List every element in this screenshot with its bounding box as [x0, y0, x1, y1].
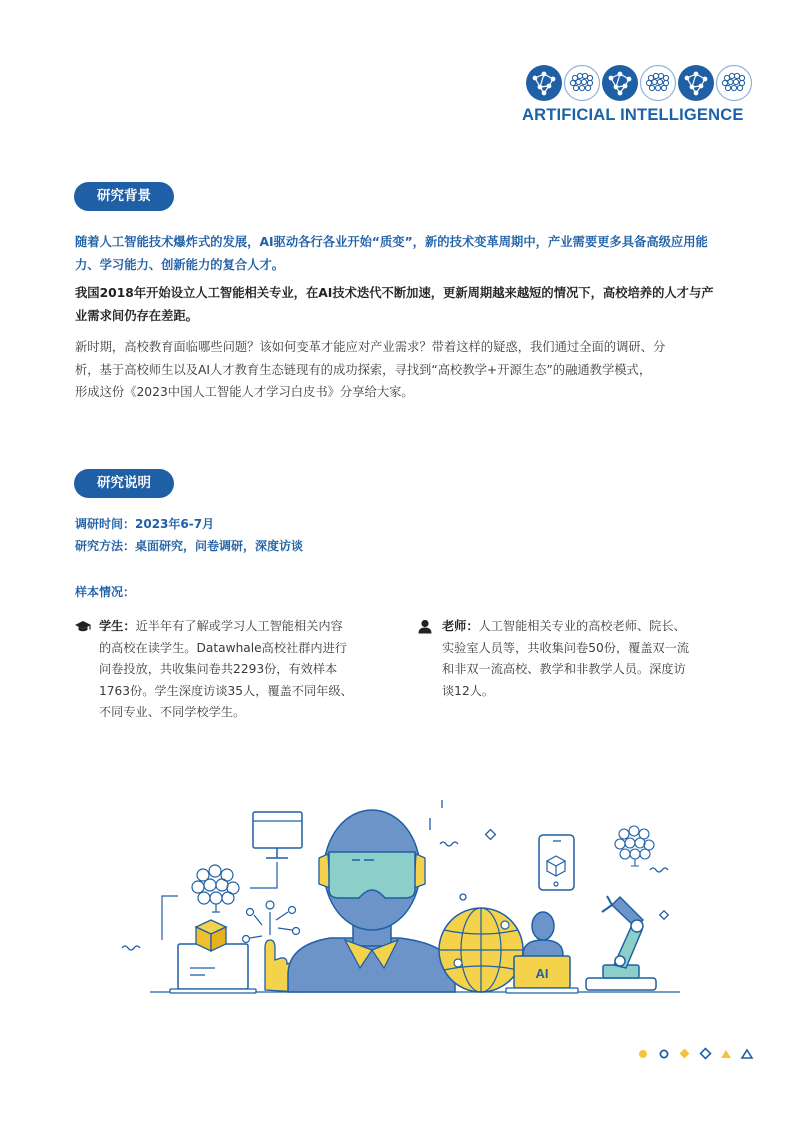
brain-network-icon [678, 65, 714, 101]
sample-label: 样本情况： [75, 585, 136, 599]
triangle-decoration [721, 1050, 731, 1058]
logo-text: ARTIFICIAL INTELLIGENCE [522, 106, 744, 124]
text-line: 学生：近半年有了解或学习人工智能相关内容 [99, 619, 343, 633]
text-line: 和非双一流高校、教学和非教学人员。深度访 [442, 662, 686, 676]
footer-shapes [636, 1046, 756, 1062]
diamond-decoration [486, 830, 496, 840]
background-para-bold: 我国2018年开始设立人工智能相关专业，在AI技术迭代不断加速，更新周期越来越短的情况下，高校培养的人才与产业需求间仍存在差距。 [75, 286, 714, 323]
network-nodes-icon [243, 901, 300, 943]
wave-decoration [122, 946, 140, 950]
robot-arm-icon [586, 896, 656, 990]
survey-time: 调研时间：2023年6-7月 [75, 517, 215, 531]
diamond-decoration [680, 1049, 690, 1059]
brain-outline-icon [717, 66, 752, 101]
brain-network-icon [526, 65, 562, 101]
background-para-normal [75, 336, 715, 404]
students-description [99, 616, 389, 724]
brain-cloud-icon [192, 865, 239, 912]
phone-icon [539, 835, 574, 890]
section-title-method: 研究说明 [74, 469, 174, 498]
teacher-user-icon [418, 619, 432, 634]
brain-outline-icon [641, 66, 676, 101]
text-line: 问卷投放，共收集问卷共2293份，有效样本 [99, 662, 338, 676]
wave-decoration [650, 868, 668, 872]
dot-decoration [639, 1050, 647, 1058]
background-para-highlight: 随着人工智能技术爆炸式的发展，AI驱动各行各业开始“质变”，新的技术变革周期中，产业需要更多具备高级应用能力、学习能力、创新能力的复合人才。 [75, 235, 708, 272]
logo-circles [525, 64, 753, 102]
triangle-outline-decoration [742, 1050, 752, 1058]
cube-icon [196, 920, 226, 951]
vr-person-icon [288, 810, 455, 992]
teachers-label: 老师： [442, 619, 479, 633]
text-line: 老师：人工智能相关专业的高校老师、院长、 [442, 619, 686, 633]
globe-icon [439, 908, 523, 992]
ai-illustration [0, 780, 793, 1020]
brain-network-icon [602, 65, 638, 101]
ai-label: AI [535, 966, 549, 981]
survey-method: 研究方法：桌面研究，问卷调研，深度访谈 [75, 539, 304, 553]
ring-decoration [660, 1050, 667, 1057]
brain-cloud-icon [615, 826, 654, 866]
students-label: 学生： [99, 619, 136, 633]
text-line: 新时期，高校教育面临哪些问题？该如何变革才能应对产业需求？带着这样的疑惑，我们通过全面的调研、分 [75, 340, 666, 354]
wave-decoration [440, 842, 458, 846]
monitor-icon [253, 812, 302, 858]
text-line: 析，基于高校师生以及AI人才教育生态链现有的成功探索，寻找到“高校教学+开源生态”的融通教学模式， [75, 362, 652, 377]
text-line: 的高校在读学生。Datawhale高校社群内进行 [99, 640, 347, 655]
brain-outline-icon [565, 66, 600, 101]
laptop-icon [170, 944, 256, 993]
text-line: 不同专业、不同学校学生。 [99, 705, 246, 719]
diamond-decoration [660, 911, 668, 919]
text-line: 形成这份《2023中国人工智能人才学习白皮书》分享给大家。 [75, 385, 414, 399]
text-line: 谈12人。 [442, 683, 495, 698]
circle-decoration [460, 894, 466, 900]
section-title-background: 研究背景 [74, 182, 174, 211]
text-line: 实验室人员等，共收集问卷50份，覆盖双一流 [442, 640, 690, 655]
graduation-cap-icon [75, 620, 91, 633]
teachers-description [442, 616, 732, 702]
diamond-outline-decoration [701, 1049, 711, 1059]
text-line: 1763份。学生深度访谈35人，覆盖不同年级、 [99, 683, 353, 698]
